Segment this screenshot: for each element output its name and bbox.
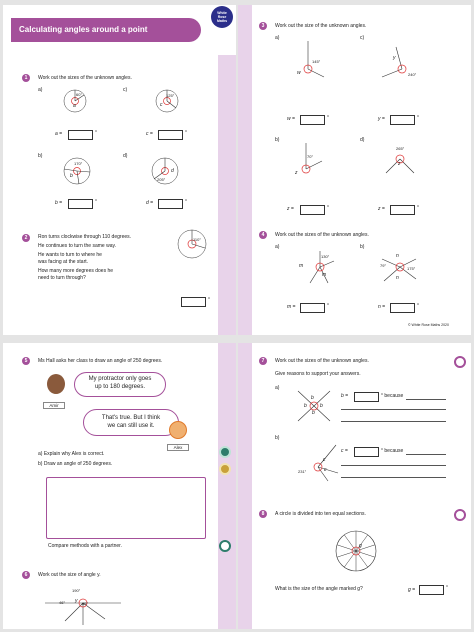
- unknown-angle-label: y: [75, 598, 78, 604]
- worksheet-page-4: [238, 343, 471, 629]
- degree-symbol: °: [417, 303, 419, 309]
- answer-label: c =: [146, 131, 153, 137]
- given-angle-label: 130°: [321, 254, 330, 259]
- alex-line-2: we can still use it.: [107, 423, 155, 429]
- answer-box-b[interactable]: [354, 392, 379, 402]
- question-prompt: A circle is divided into ten equal sections.: [275, 511, 366, 517]
- reasoning-icon: [454, 356, 466, 368]
- question-prompt: Work out the sizes of the unknown angles.: [38, 75, 132, 81]
- amir-name-tag: [43, 402, 65, 409]
- degree-symbol: °: [417, 115, 419, 121]
- unknown-angle-label: c: [160, 102, 163, 108]
- angle-diagram-y: [378, 45, 418, 85]
- part-label: a): [275, 35, 280, 41]
- part-b-prompt: b) Draw an angle of 250 degrees.: [38, 461, 113, 467]
- given-angle-label: 46°: [59, 600, 66, 605]
- angle-diagram-z: [296, 141, 326, 181]
- reason-line[interactable]: [341, 477, 446, 478]
- unknown-angle-label: m: [299, 263, 304, 269]
- compare-prompt: Compare methods with a partner.: [48, 543, 122, 549]
- given-angle-label: 265°: [396, 146, 405, 151]
- worksheet-page-3: [3, 343, 236, 629]
- answer-box-w[interactable]: [300, 115, 325, 125]
- ten-sections-circle: [334, 529, 378, 573]
- because-label: ° because: [381, 393, 404, 399]
- answer-box-y[interactable]: [390, 115, 415, 125]
- part-label: c): [360, 35, 365, 41]
- answer-box-d[interactable]: [158, 199, 183, 209]
- angle-diagram-y6: [43, 589, 123, 629]
- answer-box-c[interactable]: [354, 447, 379, 457]
- part-label: a): [275, 244, 280, 250]
- q2-line-5: How many more degrees does he: [38, 268, 114, 274]
- worksheet-page-2: [238, 5, 471, 335]
- alex-line-1: That's true. But I think: [101, 415, 161, 421]
- side-strip: [238, 5, 252, 335]
- degree-symbol: °: [417, 205, 419, 211]
- unknown-angle-label: d: [171, 168, 174, 174]
- question-prompt: Ms Hall asks her class to draw an angle of 250 degrees.: [38, 358, 163, 364]
- part-label: b): [275, 137, 280, 143]
- question-number: 4: [259, 231, 267, 239]
- alex-speech-bubble: [83, 409, 179, 436]
- answer-box-a[interactable]: [68, 130, 93, 140]
- white-rose-logo: [211, 6, 233, 28]
- answer-label: y =: [378, 116, 385, 122]
- unknown-angle-label: z: [398, 161, 401, 167]
- angle-diagram-a: [63, 89, 87, 113]
- q2-line-1: Ron turns clockwise through 110 degrees.: [38, 234, 132, 240]
- answer-label: c =: [341, 448, 348, 454]
- part-a-prompt: a) Explain why Alex is correct.: [38, 451, 105, 457]
- side-strip: [218, 343, 236, 629]
- answer-label: m =: [287, 304, 296, 310]
- unknown-angle-label: n: [396, 275, 399, 281]
- unknown-angle-label: c: [323, 457, 326, 463]
- answer-box-c[interactable]: [158, 130, 183, 140]
- given-angle-label: 60°: [76, 92, 83, 97]
- unknown-angle-label: b: [304, 403, 307, 409]
- reasoning-icon: [219, 446, 231, 458]
- pencil-icon: [219, 463, 231, 475]
- given-angle-label: 145°: [312, 59, 321, 64]
- question-prompt: Work out the size of angle y.: [38, 572, 101, 578]
- degree-symbol: °: [95, 199, 97, 205]
- answer-box-b[interactable]: [68, 199, 93, 209]
- reason-line[interactable]: [406, 399, 446, 400]
- amir-avatar: [47, 374, 65, 394]
- alex-name-tag: [167, 444, 189, 451]
- answer-label: a =: [55, 131, 63, 137]
- question-text: What is the size of the angle marked g?: [275, 586, 363, 592]
- reasoning-icon: [454, 509, 466, 521]
- given-angle-label: 175°: [407, 266, 416, 271]
- degree-symbol: °: [327, 303, 329, 309]
- given-angle-label: 110°: [193, 237, 201, 242]
- part-label: b): [275, 435, 280, 441]
- given-angle-label: 79°: [380, 263, 387, 268]
- amir-speech-bubble: [74, 372, 166, 397]
- degree-symbol: °: [446, 585, 448, 591]
- q2-line-2: He continues to turn the same way.: [38, 243, 117, 249]
- angle-diagram-b7: [296, 389, 332, 423]
- amir-line-1: My protractor only goes: [88, 376, 152, 382]
- part-label: d): [123, 153, 128, 159]
- question-number: 3: [259, 22, 267, 30]
- degree-symbol: °: [327, 205, 329, 211]
- answer-box-z[interactable]: [300, 205, 325, 215]
- logo-line-3: Maths: [216, 19, 228, 23]
- degree-symbol: °: [208, 297, 210, 303]
- side-strip: [218, 55, 236, 335]
- question-number: 2: [22, 234, 30, 242]
- unknown-angle-label: w: [297, 70, 301, 76]
- angle-diagram-m: [298, 249, 338, 285]
- question-prompt: Work out the sizes of the unknown angles.: [275, 358, 369, 364]
- unknown-angle-label: y: [393, 55, 396, 61]
- unknown-angle-label: b: [70, 173, 73, 179]
- answer-box-z2[interactable]: [390, 205, 415, 215]
- answer-box-n[interactable]: [390, 303, 415, 313]
- reason-line[interactable]: [341, 421, 446, 422]
- question-number: 6: [22, 571, 30, 579]
- question-prompt: Work out the size of the unknown angles.: [275, 23, 367, 29]
- part-label: b): [38, 153, 43, 159]
- answer-label: b =: [55, 200, 63, 206]
- amir-line-2: up to 180 degrees.: [94, 384, 146, 390]
- part-label: d): [360, 137, 365, 143]
- answer-box-q2[interactable]: [181, 297, 206, 307]
- given-angle-label: 85°: [82, 601, 89, 606]
- reason-line[interactable]: [406, 454, 446, 455]
- part-label: a): [275, 385, 280, 391]
- drawing-box[interactable]: [46, 477, 206, 539]
- answer-label: g =: [408, 587, 416, 593]
- unknown-angle-label: a: [73, 103, 76, 109]
- q2-line-4: was facing at the start.: [38, 259, 89, 265]
- degree-symbol: °: [327, 115, 329, 121]
- answer-label: z =: [287, 206, 294, 212]
- given-angle-label: 190°: [72, 588, 81, 593]
- given-angle-label: 70°: [307, 154, 314, 159]
- given-angle-label: 231°: [298, 469, 307, 474]
- unknown-angle-label: n: [396, 253, 399, 259]
- answer-box-g[interactable]: [419, 585, 444, 595]
- turn-diagram: [177, 229, 207, 259]
- q2-line-6: need to turn through?: [38, 275, 86, 281]
- answer-label: w =: [287, 116, 295, 122]
- question-number: 1: [22, 74, 30, 82]
- page-title: Calculating angles around a point: [19, 25, 148, 34]
- worksheet-page-1: [3, 5, 236, 335]
- part-label: c): [123, 87, 128, 93]
- unknown-angle-label: b: [312, 410, 315, 416]
- unknown-angle-label: b: [311, 395, 314, 401]
- q2-line-3: He wants to turn to where he: [38, 252, 102, 258]
- given-angle-label: 170°: [74, 161, 83, 166]
- unknown-angle-label: z: [295, 170, 298, 176]
- degree-symbol: °: [95, 130, 97, 136]
- logo-line-1: White: [217, 11, 227, 15]
- amir-name: Amir: [49, 403, 59, 408]
- question-subprompt: Give reasons to support your answers.: [275, 371, 361, 377]
- discussion-icon: [219, 540, 231, 552]
- alex-name: Alex: [173, 445, 183, 450]
- logo-line-2: Rose: [217, 15, 227, 19]
- unknown-angle-label: g: [359, 543, 362, 549]
- question-prompt: Work out the sizes of the unknown angles.: [275, 232, 369, 238]
- answer-label: b =: [341, 393, 349, 399]
- question-number: 7: [259, 357, 267, 365]
- side-strip: [238, 343, 252, 629]
- answer-box-m[interactable]: [300, 303, 325, 313]
- angle-diagram-c7: [300, 443, 340, 483]
- answer-label: z =: [378, 206, 385, 212]
- degree-symbol: °: [185, 130, 187, 136]
- part-label: b): [360, 244, 365, 250]
- question-number: 8: [259, 510, 267, 518]
- reason-line[interactable]: [341, 465, 446, 466]
- copyright: © White Rose Maths 2020: [408, 323, 449, 327]
- degree-symbol: °: [185, 199, 187, 205]
- unknown-angle-label: b: [320, 403, 323, 409]
- given-angle-label: 205°: [157, 177, 166, 182]
- answer-label: n =: [378, 304, 386, 310]
- question-number: 5: [22, 357, 30, 365]
- given-angle-label: 240°: [408, 72, 417, 77]
- answer-label: d =: [146, 200, 154, 206]
- alex-avatar: [169, 421, 187, 439]
- given-angle-label: 125°: [166, 93, 175, 98]
- reason-line[interactable]: [341, 409, 446, 410]
- because-label: ° because: [381, 448, 404, 454]
- unknown-angle-label: c: [324, 467, 327, 473]
- part-label: a): [38, 87, 43, 93]
- unknown-angle-label: m: [322, 272, 327, 278]
